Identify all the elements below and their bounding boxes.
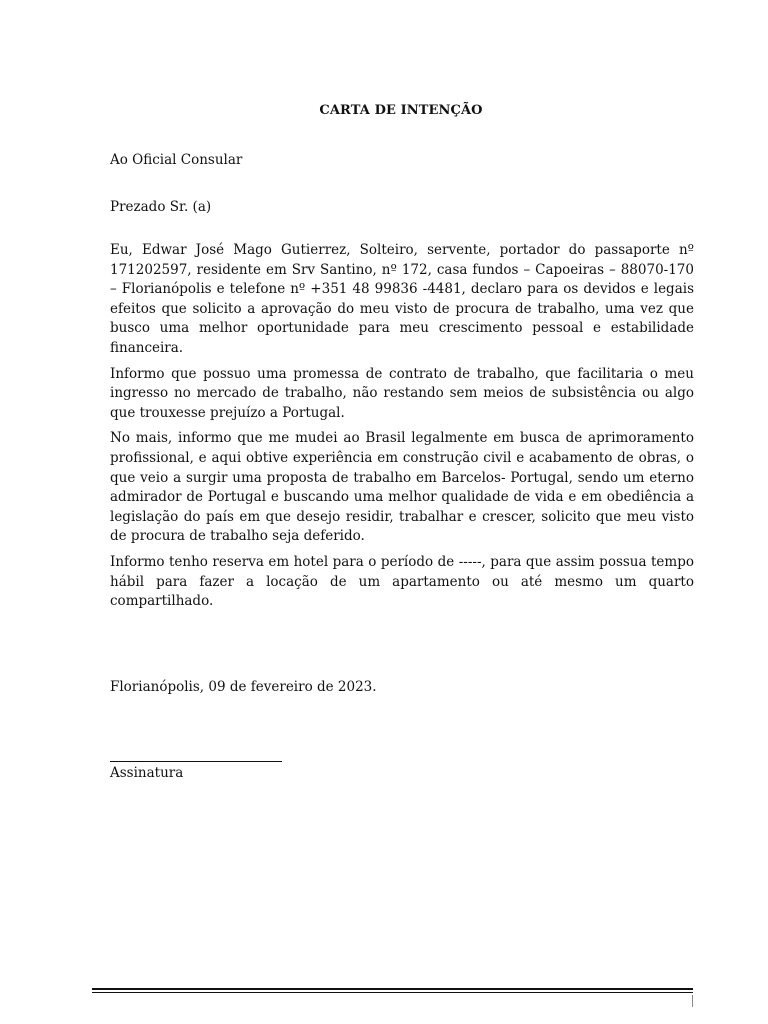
footer-rule-thin: [92, 992, 693, 993]
paragraph-3: No mais, informo que me mudei ao Brasil legalmente em busca de aprimoramento profissional, e aqui obtive experiência em construção civil e acabamento de obras, o que veio a surgir uma proposta de trabalho em Barcelos- Portugal, sendo um eterno admirador de Portugal e buscando uma melhor qualidade de vida e em obediência a legislação do país em que desejo residir, trabalhar e crescer, solicito que meu visto de procura de trabalho seja deferido.: [110, 430, 694, 545]
signature-rule: [110, 761, 282, 762]
footer-rule-thick: [92, 988, 693, 990]
greeting-line: Prezado Sr. (a): [110, 199, 212, 215]
recipient-line: Ao Oficial Consular: [110, 152, 243, 168]
date-line: Florianópolis, 09 de fevereiro de 2023.: [110, 679, 377, 695]
paragraph-2: Informo que possuo uma promessa de contrato de trabalho, que facilitaria o meu ingresso no mercado de trabalho, não restando sem meios de subsistência ou algo que trouxesse prejuízo a Portugal.: [110, 365, 694, 421]
page-number-mark: [692, 995, 693, 1007]
paragraph-4: Informo tenho reserva em hotel para o período de -----, para que assim possua tempo hábil para fazer a locação de um apartamento ou até mesmo um quarto compartilhado.: [110, 553, 694, 610]
signature-label: Assinatura: [110, 765, 184, 781]
letter-body: [110, 241, 694, 618]
paragraph-1: Eu, Edwar José Mago Gutierrez, Solteiro, servente, portador do passaporte nº 171202597, residente em Srv Santino, nº 172, casa fundos – Capoeiras – 88070-170 – Florianópolis e telefone nº +351 48 99836 -4481, declaro para os devidos e legais efeitos que solicito a aprovação do meu visto de procura de trabalho, uma vez que busco uma melhor oportunidade para meu crescimento pessoal e estabilidade financeira.: [110, 242, 694, 356]
document-title: CARTA DE INTENÇÃO: [319, 103, 483, 118]
